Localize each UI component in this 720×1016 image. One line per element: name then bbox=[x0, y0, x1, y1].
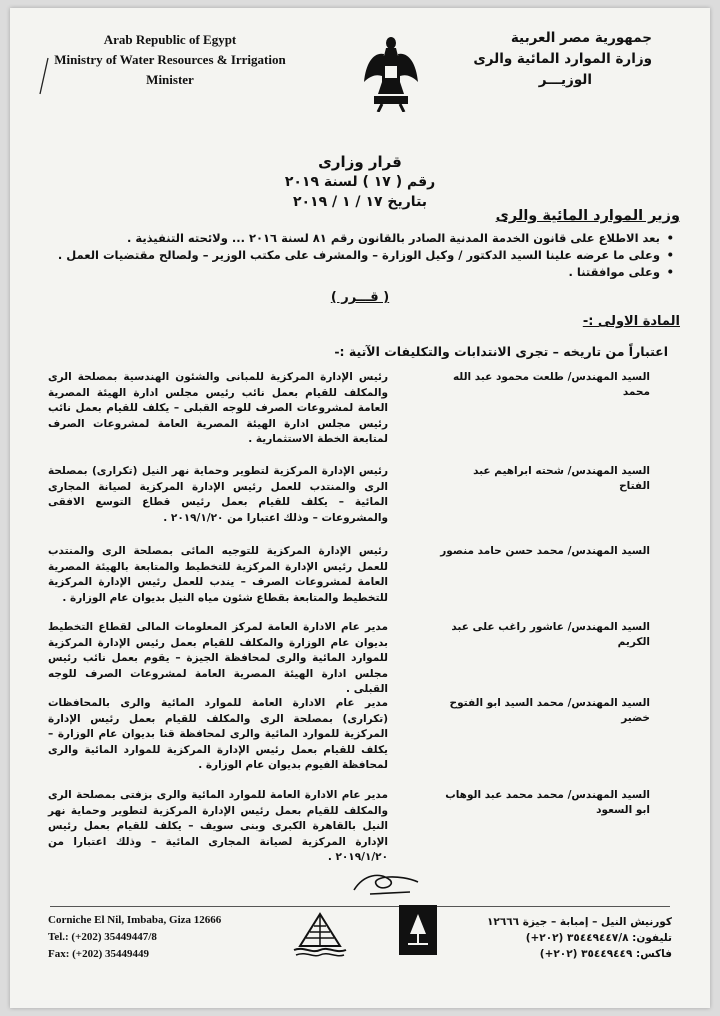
footer-en-fax: Fax: (+202) 35449449 bbox=[48, 948, 149, 960]
minister-heading: وزير الموارد المائية والرى bbox=[495, 208, 680, 224]
assignment-duty: مدير عام الادارة العامة للموارد المائية والرى بزفتى بمصلحة الرى والمكلف للقيام بعمل رئيس الإدارة المركزية لتطوير وحماية نهر النيل بالقاهرة الكبرى وبنى سويف – يكلف للقيام بعمل رئيس الإدارة المركزية لصيانة المجارى المائية – وذلك اعتبارا من ٢٠١٩/١/٢٠ . bbox=[48, 789, 388, 863]
footer-en-tel: Tel.: (+202) 35449447/8 bbox=[48, 931, 157, 943]
footer-ar-fax: فاكس: ٣٥٤٤٩٤٤٩ (٢٠٢+) bbox=[539, 948, 672, 960]
footer-ar-address: كورنيش النيل – إمبابة – جيزة ١٢٦٦٦ bbox=[487, 916, 672, 928]
header-ar-ministry: وزارة الموارد المائية والرى bbox=[473, 51, 652, 67]
pyramid-logo-icon bbox=[290, 910, 350, 958]
footer-divider bbox=[50, 906, 670, 907]
header-en-ministry: Ministry of Water Resources & Irrigation bbox=[54, 52, 286, 67]
decree-number: رقم ( ١٧ ) لسنة ٢٠١٩ bbox=[284, 174, 436, 190]
assignee-name: السيد المهندس/ محمد حسن حامد منصور bbox=[440, 545, 650, 557]
header-ar-minister: الوزيـــر bbox=[538, 72, 592, 88]
decree-title-block bbox=[190, 152, 530, 212]
header-en-country: Arab Republic of Egypt bbox=[103, 32, 237, 47]
preamble-list bbox=[54, 230, 674, 281]
preamble-item: • بعد الاطلاع على قانون الخدمة المدنية الصادر بالقانون رقم ٨١ لسنة ٢٠١٦ ... ولائحته التنفيذية . bbox=[54, 230, 674, 247]
assignment-duty: رئيس الإدارة المركزية للمبانى والشئون الهندسية بمصلحة الرى والمكلف للقيام بعمل نائب رئيس مجلس ادارة الهيئة المصرية العامة لمشروعات الصرف للوجه القبلى – يكلف للقيام بعمل نائب رئيس مجلس ادارة الهيئة المصرية العامة لمشروعات الصرف لمتابعة الخطة الاستثمارية . bbox=[48, 371, 388, 445]
ministry-logo-icon bbox=[398, 904, 438, 956]
header-english bbox=[50, 30, 290, 90]
assignee-name: السيد المهندس/ محمد السيد ابو الفتوح خضير bbox=[449, 697, 650, 724]
article-title: المادة الاولى :- bbox=[582, 314, 680, 329]
decree-date: بتاريخ ١٧ / ١ / ٢٠١٩ bbox=[292, 194, 428, 210]
assignee-name: السيد المهندس/ عاشور راغب على عبد الكريم bbox=[451, 621, 650, 648]
assignment-duty: مدير عام الادارة العامة لمركز المعلومات المالى لقطاع التخطيط بديوان عام الوزارة والمكلف للقيام بعمل رئيس الإدارة المركزية للموارد المائية والرى لمحافظة الجيزة – يقوم بعمل نائب رئيس مجلس ادارة الهيئة المصرية العامة لمشروعات الصرف للوجه القبلى . bbox=[48, 621, 388, 695]
assignment-duty: رئيس الإدارة المركزية لتطوير وحماية نهر النيل (تكرارى) بمصلحة الرى والمنتدب للعمل رئيس الإدارة المركزية لصيانة المجارى المائية – يكلف للقيام بعمل رئيس قطاع التوسع الافقى والمشروعات – وذلك اعتبارا من ٢٠١٩/١/٢٠ . bbox=[48, 465, 388, 524]
assignment-duty: رئيس الإدارة المركزية للتوجيه المائى بمصلحة الرى والمنتدب للعمل رئيس الإدارة المركزية للتخطيط والمتابعة بالهيئة المصرية العامة لمشروعات الصرف – يندب للعمل رئيس الإدارة المركزية للتخطيط والمتابعة بقطاع شئون مياه النيل بديوان عام الوزارة . bbox=[48, 545, 388, 604]
preamble-item: • وعلى ما عرضه علينا السيد الدكتور / وكيل الوزارة – والمشرف على مكتب الوزير – ولصالح مقتضيات العمل . bbox=[54, 247, 674, 264]
minister-signature bbox=[350, 868, 422, 898]
decree-page bbox=[10, 8, 710, 1008]
header-ar-country: جمهورية مصر العربية bbox=[510, 30, 652, 46]
footer-arabic bbox=[452, 914, 672, 962]
article-intro: اعتباراً من تاريخه – تجرى الانتدابات والتكليفات الآتية :- bbox=[334, 344, 668, 359]
decided-heading: ( قـــرر ) bbox=[330, 290, 390, 305]
decree-title: قرار وزارى bbox=[318, 153, 402, 171]
assignee-name: السيد المهندس/ شحته ابراهيم عبد الفتاح bbox=[473, 465, 650, 492]
header-arabic bbox=[412, 28, 652, 91]
assignee-name: السيد المهندس/ طلعت محمود عبد الله محمد bbox=[452, 371, 650, 398]
assignee-name: السيد المهندس/ محمد محمد عبد الوهاب ابو السعود bbox=[445, 789, 650, 816]
preamble-item: • وعلى موافقتنا . bbox=[54, 264, 674, 281]
header-en-minister: Minister bbox=[146, 72, 194, 87]
footer-ar-tel: تليفون: ٣٥٤٤٩٤٤٧/٨ (٢٠٢+) bbox=[525, 932, 672, 944]
footer-en-address: Corniche El Nil, Imbaba, Giza 12666 bbox=[48, 914, 222, 926]
assignment-duty: مدير عام الادارة العامة للموارد المائية والرى بالمحافظات (تكرارى) بمصلحة الرى والمكلف للقيام بعمل رئيس الإدارة المركزية للموارد المائية والرى لمحافظة قنا بديوان عام الوزارة – يكلف للقيام بعمل رئيس الإدارة المركزية للموارد المائية والرى لمحافظة الفيوم بديوان عام الوزارة . bbox=[48, 697, 388, 771]
footer-english bbox=[48, 912, 308, 963]
